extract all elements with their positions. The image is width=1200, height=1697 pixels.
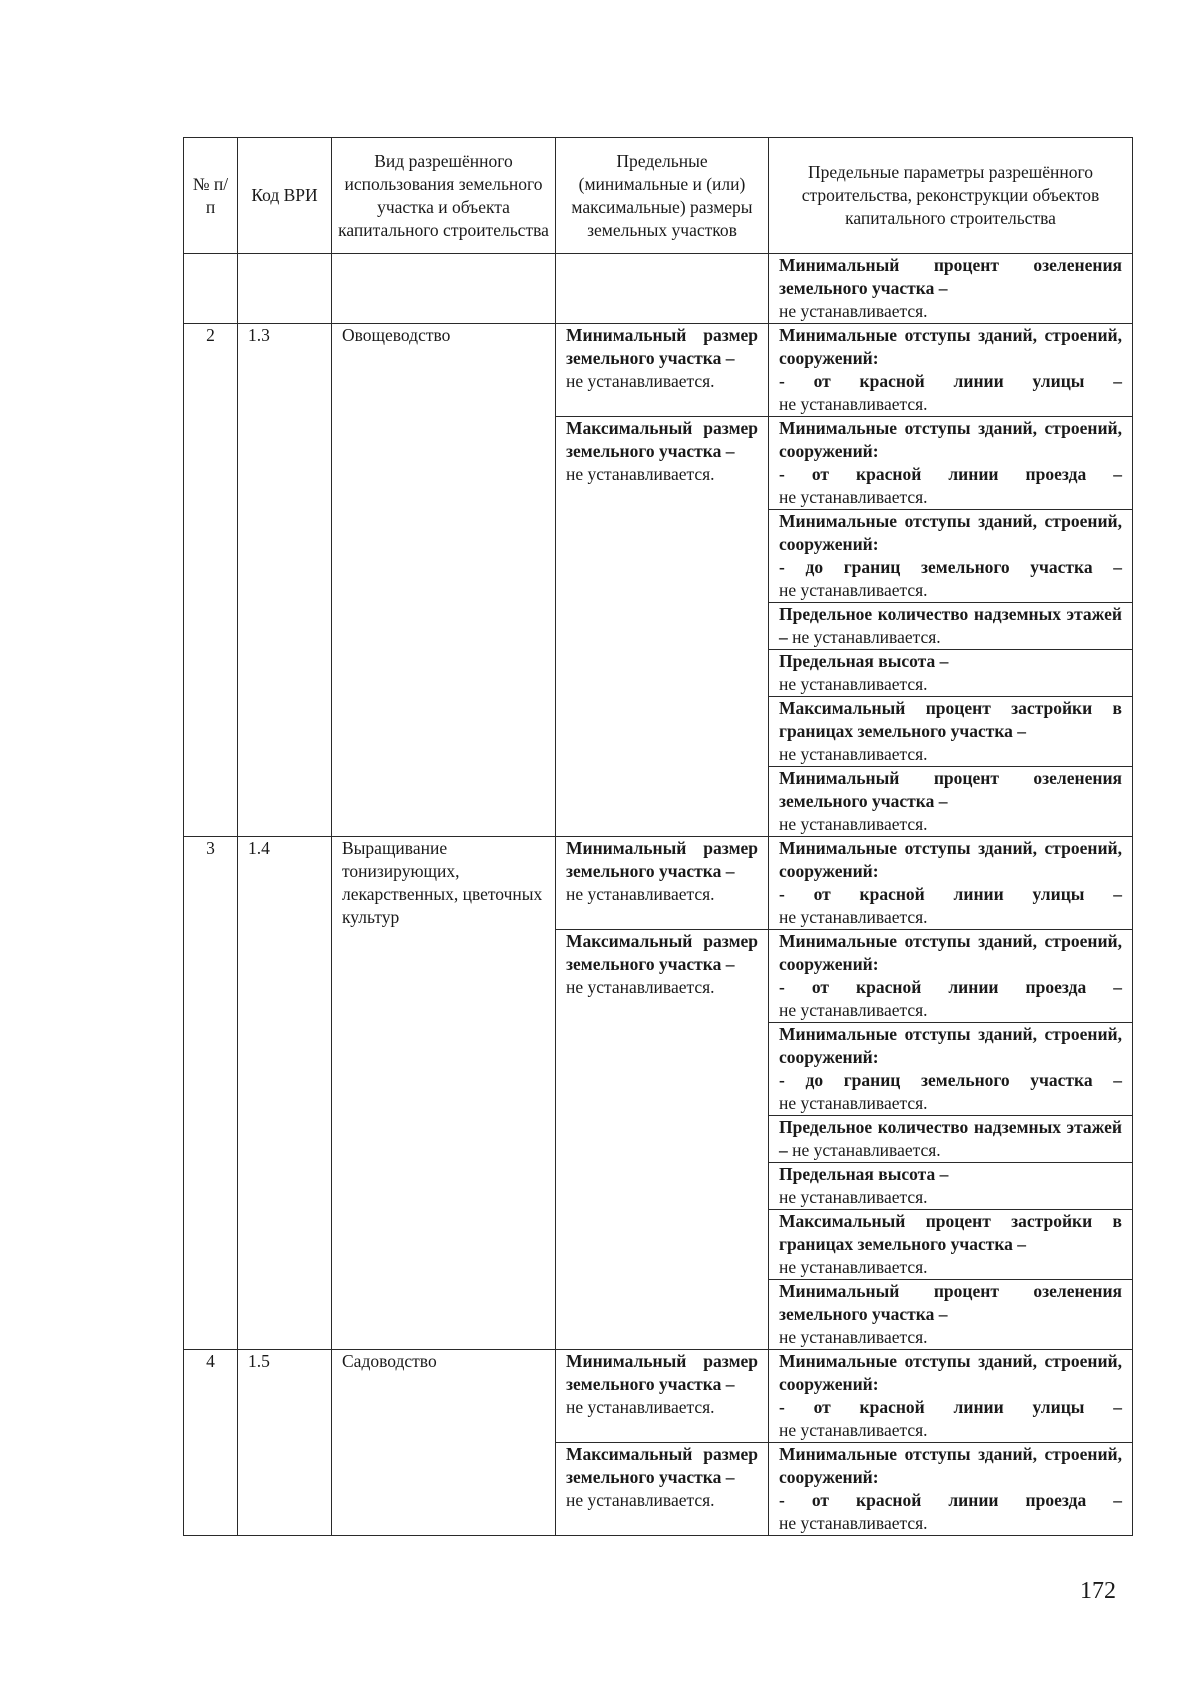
row-number: 3 [184,837,238,1350]
param-cell: Минимальные отступы зданий, строений, сооружений: - от красной линии улицы – не устанавливается. [769,324,1133,417]
param-cell: Минимальные отступы зданий, строений, сооружений: - до границ земельного участка – не устанавливается. [769,510,1133,603]
table-header-row [184,138,1133,254]
header-code: Код ВРИ [238,138,332,254]
param-cell: Минимальный процент озеленения земельного участка – не устанавливается. [769,767,1133,837]
param-cell: Минимальные отступы зданий, строений, сооружений: - от красной линии проезда – не устанавливается. [769,1443,1133,1536]
size-cell: Максимальный размер земельного участка – не устанавливается. [556,1443,769,1536]
header-use-type: Вид разрешённого использования земельного участка и объекта капитального строительства [332,138,556,254]
row-use-type: Выращивание тонизирующих, лекарственных, цветочных культур [332,837,556,1350]
param-cell: Предельная высота – не устанавливается. [769,650,1133,697]
param-cell: Минимальные отступы зданий, строений, сооружений: - от красной линии проезда – не устанавливается. [769,417,1133,510]
param-cell: Максимальный процент застройки в границах земельного участка – не устанавливается. [769,697,1133,767]
row-use-type: Садоводство [332,1350,556,1536]
param-cell: Минимальный процент озеленения земельного участка – не устанавливается. [769,254,1133,324]
param-cell: Минимальные отступы зданий, строений, сооружений: - от красной линии проезда – не устанавливается. [769,930,1133,1023]
row-use-type: Овощеводство [332,324,556,837]
table-row [184,1350,1133,1443]
row-code: 1.3 [238,324,332,837]
param-cell: Минимальные отступы зданий, строений, сооружений: - от красной линии улицы – не устанавливается. [769,837,1133,930]
header-plot-sizes: Предельные (минимальные и (или) максимальные) размеры земельных участков [556,138,769,254]
size-cell: Максимальный размер земельного участка – не устанавливается. [556,417,769,837]
table-row-continuation [184,254,1133,324]
table-row [184,837,1133,930]
row-number: 4 [184,1350,238,1536]
param-cell: Предельное количество надземных этажей – не устанавливается. [769,603,1133,650]
row-number: 2 [184,324,238,837]
table-row [184,324,1133,417]
param-cell: Минимальные отступы зданий, строений, сооружений: - до границ земельного участка – не устанавливается. [769,1023,1133,1116]
size-cell: Минимальный размер земельного участка – не устанавливается. [556,1350,769,1443]
row-code: 1.5 [238,1350,332,1536]
header-number: № п/п [184,138,238,254]
param-cell: Предельная высота – не устанавливается. [769,1163,1133,1210]
size-cell: Минимальный размер земельного участка – не устанавливается. [556,324,769,417]
header-build-params: Предельные параметры разрешённого строительства, реконструкции объектов капитального строительства [769,138,1133,254]
param-cell: Максимальный процент застройки в границах земельного участка – не устанавливается. [769,1210,1133,1280]
param-cell: Предельное количество надземных этажей – не устанавливается. [769,1116,1133,1163]
param-cell: Минимальный процент озеленения земельного участка – не устанавливается. [769,1280,1133,1350]
size-cell: Максимальный размер земельного участка – не устанавливается. [556,930,769,1350]
regulations-table [183,137,1133,1536]
row-code: 1.4 [238,837,332,1350]
param-cell: Минимальные отступы зданий, строений, сооружений: - от красной линии улицы – не устанавливается. [769,1350,1133,1443]
page-number: 172 [1080,1578,1116,1604]
size-cell: Минимальный размер земельного участка – не устанавливается. [556,837,769,930]
